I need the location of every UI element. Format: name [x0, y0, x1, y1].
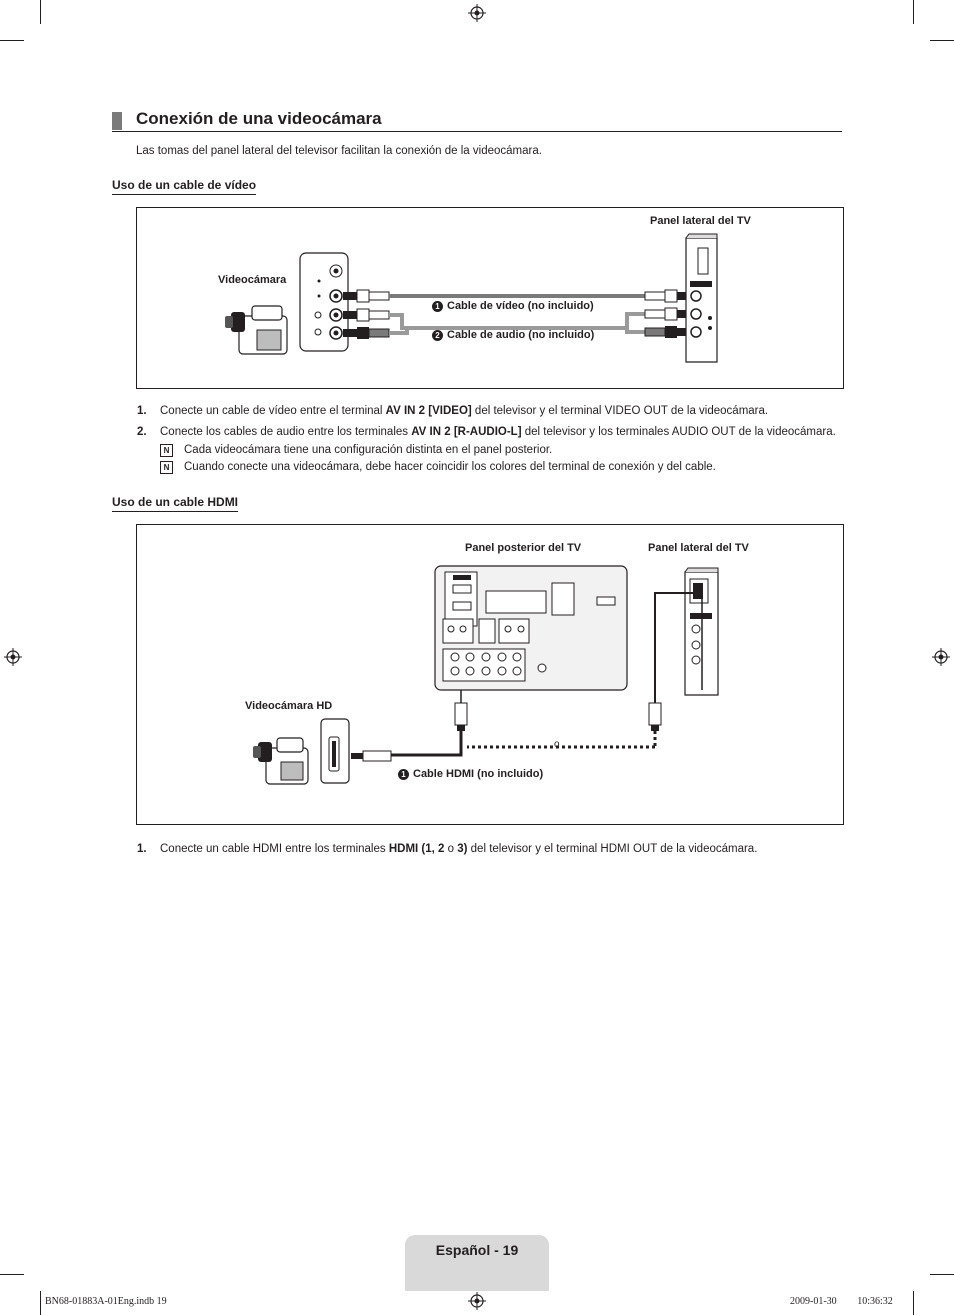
rca-plug-right [645, 290, 691, 338]
timestamp-slug: 2009-01-30 ￿￿ 10:36:32 [790, 1296, 893, 1307]
page-number: Español - 19 [435, 1242, 519, 1258]
audio-cable-red [627, 328, 645, 332]
video-connection-illustration [137, 208, 843, 388]
camcorder-label: Videocámara [218, 274, 287, 286]
crop-mark [913, 0, 914, 24]
crop-mark [913, 1291, 914, 1315]
video-cable-text: Cable de vídeo (no incluido) [447, 300, 594, 312]
crop-mark [930, 40, 954, 41]
page-title: Conexión de una videocámara [136, 109, 382, 128]
note-text: Cada videocámara tiene una configuración distinta en el panel posterior. [184, 444, 553, 456]
tv-side-panel [686, 234, 717, 362]
step-terminal: AV IN 2 [VIDEO] [385, 405, 472, 417]
hd-camcorder-port-panel [321, 719, 349, 783]
hd-camcorder-icon [253, 738, 308, 784]
note-icon: N [160, 444, 173, 457]
number-badge: 1 [398, 769, 409, 780]
audio-cable-white [389, 315, 407, 328]
step-number: 2. [137, 426, 147, 438]
step-terminal: AV IN 2 [R-AUDIO-L] [411, 426, 522, 438]
step-number: 1. [137, 405, 147, 417]
crop-mark [40, 0, 41, 24]
note-text: Cuando conecte una videocámara, debe hacer coincidir los colores del terminal de conexión y del cable. [184, 461, 716, 473]
hdmi-diagram [136, 524, 844, 825]
number-badge: 1 [432, 301, 443, 312]
crop-mark [930, 1274, 954, 1275]
hdmi-cable-text: Cable HDMI (no incluido) [413, 768, 544, 780]
or-label: o [554, 739, 560, 750]
registration-mark-icon [932, 648, 950, 666]
hdmi-connection-illustration [137, 525, 843, 824]
number-badge: 2 [432, 330, 443, 341]
audio-cable-text: Cable de audio (no incluido) [447, 329, 595, 341]
intro-text: Las tomas del panel lateral del televisor facilitan la conexión de la videocámara. [136, 145, 542, 157]
audio-cable [389, 314, 645, 333]
section-title-video: Uso de un cable de vídeo [112, 178, 256, 195]
side-panel-label: Panel lateral del TV [648, 542, 749, 554]
registration-mark-icon [468, 4, 486, 22]
crop-mark [0, 40, 24, 41]
crop-mark [40, 1291, 41, 1315]
rear-panel-label: Panel posterior del TV [465, 542, 582, 554]
side-panel-label: Panel lateral del TV [650, 215, 751, 227]
step-terminal: 3) [457, 843, 468, 855]
crop-mark [0, 1274, 24, 1275]
file-slug: BN68-01883A-01Eng.indb 19 [45, 1296, 167, 1307]
hd-camcorder-label: Videocámara HD [245, 700, 333, 712]
registration-mark-icon [4, 648, 22, 666]
note-icon: N [160, 461, 173, 474]
camcorder-port-panel [300, 253, 348, 351]
video-diagram [136, 207, 844, 389]
camcorder-icon [225, 306, 287, 354]
tv-rear-panel [435, 566, 627, 690]
step-text: Conecte los cables de audio entre los terminales [160, 426, 412, 438]
heading-marker [112, 112, 122, 130]
step-terminal: HDMI (1, 2 [388, 843, 445, 855]
step-text: o [444, 843, 458, 855]
heading-rule [112, 131, 842, 132]
registration-mark-icon [468, 1292, 486, 1310]
step-text: Conecte un cable de vídeo entre el terminal [160, 405, 386, 417]
section-title-hdmi: Uso de un cable HDMI [112, 495, 238, 512]
step-text: del televisor y el terminal VIDEO OUT de la videocámara. [471, 405, 769, 417]
rca-plug-left [343, 290, 389, 339]
step-text: del televisor y los terminales AUDIO OUT de la videocámara. [521, 426, 836, 438]
step-text: del televisor y el terminal HDMI OUT de la videocámara. [467, 843, 758, 855]
step-text: Conecte un cable HDMI entre los terminales [160, 843, 389, 855]
step-number: 1. [137, 843, 147, 855]
